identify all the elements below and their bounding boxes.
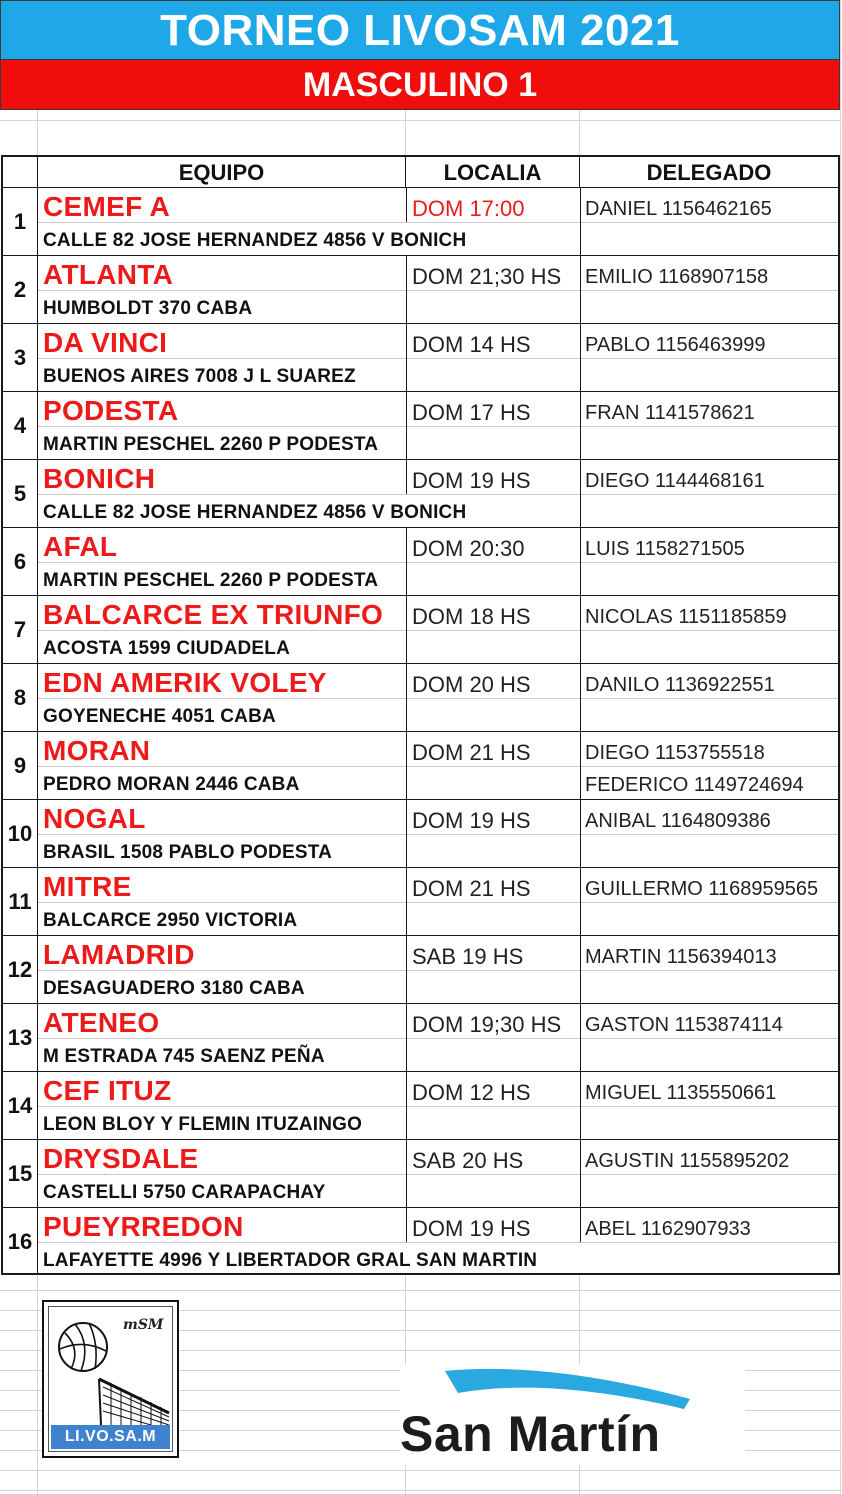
- livosam-label: LI.VO.SA.M: [51, 1425, 170, 1449]
- column-divider: [406, 596, 407, 663]
- table-row: [3, 1004, 838, 1072]
- row-inner-gridline: [38, 1038, 838, 1039]
- team-name: ATENEO: [43, 1007, 160, 1038]
- column-divider: [406, 664, 407, 731]
- team-address: PEDRO MORAN 2446 CABA: [43, 774, 300, 795]
- team-name: BALCARCE EX TRIUNFO: [43, 599, 384, 630]
- table-row: [3, 528, 838, 596]
- localia-cell: DOM 17:00: [412, 196, 525, 221]
- team-name: CEMEF A: [43, 191, 171, 222]
- row-number: 3: [3, 324, 38, 391]
- table-row: [3, 1140, 838, 1208]
- column-divider: [580, 324, 581, 391]
- localia-cell: DOM 18 HS: [412, 604, 531, 629]
- localia-cell: DOM 21;30 HS: [412, 264, 562, 289]
- san-martin-wordmark: San Martín: [400, 1406, 661, 1462]
- grid-line: [0, 1470, 842, 1471]
- team-address: GOYENECHE 4051 CABA: [43, 706, 276, 727]
- row-inner-gridline: [38, 902, 838, 903]
- row-inner-gridline: [38, 630, 838, 631]
- delegado-cell: MIGUEL 1135550661: [585, 1082, 777, 1104]
- team-name: ATLANTA: [43, 259, 174, 290]
- livosam-badge-text: mSM: [123, 1317, 164, 1333]
- grid-line: [0, 1490, 842, 1491]
- localia-cell: SAB 20 HS: [412, 1148, 524, 1173]
- team-address: MARTIN PESCHEL 2260 P PODESTA: [43, 570, 379, 591]
- column-divider: [580, 1072, 581, 1139]
- localia-cell: DOM 21 HS: [412, 740, 531, 765]
- team-address: BUENOS AIRES 7008 J L SUAREZ: [43, 366, 356, 387]
- localia-cell: DOM 20 HS: [412, 672, 531, 697]
- header-localia: LOCALIA: [406, 157, 580, 187]
- team-address: BRASIL 1508 PABLO PODESTA: [43, 842, 333, 863]
- delegado-cell: MARTIN 1156394013: [585, 946, 777, 968]
- livosam-logo: [42, 1300, 179, 1458]
- row-number: 15: [3, 1140, 38, 1207]
- row-number: 9: [3, 732, 38, 799]
- row-number: 11: [3, 868, 38, 935]
- team-name: AFAL: [43, 531, 118, 562]
- column-divider: [406, 528, 407, 595]
- row-number: 13: [3, 1004, 38, 1071]
- column-divider: [580, 1140, 581, 1207]
- header-delegado: DELEGADO: [646, 160, 772, 185]
- page-subtitle: MASCULINO 1: [0, 60, 840, 110]
- localia-cell: DOM 19;30 HS: [412, 1012, 562, 1037]
- table-row: [3, 256, 838, 324]
- team-name: DRYSDALE: [43, 1143, 199, 1174]
- delegado-cell: DIEGO 1144468161: [585, 470, 765, 492]
- column-divider: [580, 664, 581, 731]
- row-inner-gridline: [38, 358, 838, 359]
- delegado-cell: LUIS 1158271505: [585, 538, 745, 560]
- column-divider: [406, 1140, 407, 1207]
- row-inner-gridline: [38, 562, 838, 563]
- delegado-cell: GUILLERMO 1168959565: [585, 878, 819, 900]
- team-address: LEON BLOY Y FLEMIN ITUZAINGO: [43, 1114, 363, 1135]
- column-divider: [580, 392, 581, 459]
- row-inner-gridline: [38, 494, 838, 495]
- team-name: MORAN: [43, 735, 151, 766]
- team-name: NOGAL: [43, 803, 146, 834]
- table-row: [3, 1072, 838, 1140]
- row-number: 7: [3, 596, 38, 663]
- column-divider: [406, 936, 407, 1003]
- column-divider: [580, 1004, 581, 1071]
- column-divider: [406, 868, 407, 935]
- row-inner-gridline: [38, 1106, 838, 1107]
- delegado-cell: PABLO 1156463999: [585, 334, 766, 356]
- table-row: [3, 732, 838, 800]
- column-divider: [580, 460, 581, 527]
- page-title: TORNEO LIVOSAM 2021: [0, 0, 840, 60]
- team-address: CALLE 82 JOSE HERNANDEZ 4856 V BONICH: [43, 502, 467, 523]
- row-inner-gridline: [38, 222, 838, 223]
- column-divider: [406, 1072, 407, 1139]
- table-row: [3, 596, 838, 664]
- row-inner-gridline: [38, 1242, 838, 1243]
- row-number: 6: [3, 528, 38, 595]
- table-row: [3, 1208, 838, 1275]
- table-header: [3, 157, 838, 188]
- team-name: EDN AMERIK VOLEY: [43, 667, 327, 698]
- column-divider: [406, 800, 407, 867]
- column-divider: [580, 732, 581, 799]
- team-name: PODESTA: [43, 395, 179, 426]
- delegado-cell: DIEGO 1153755518: [585, 742, 765, 764]
- team-address: ACOSTA 1599 CIUDADELA: [43, 638, 291, 659]
- grid-line: [0, 1290, 842, 1291]
- delegado-cell: DANILO 1136922551: [585, 674, 775, 696]
- team-address: MARTIN PESCHEL 2260 P PODESTA: [43, 434, 379, 455]
- column-divider: [580, 528, 581, 595]
- team-name: MITRE: [43, 871, 132, 902]
- delegado-cell: EMILIO 1168907158: [585, 266, 769, 288]
- row-number: 14: [3, 1072, 38, 1139]
- row-number: 10: [3, 800, 38, 867]
- column-divider: [406, 392, 407, 459]
- delegado-cell: GASTON 1153874114: [585, 1014, 783, 1036]
- table-row: [3, 800, 838, 868]
- table-row: [3, 868, 838, 936]
- column-divider: [406, 1004, 407, 1071]
- column-divider: [406, 460, 407, 494]
- column-divider: [406, 732, 407, 799]
- team-address: DESAGUADERO 3180 CABA: [43, 978, 305, 999]
- localia-cell: SAB 19 HS: [412, 944, 524, 969]
- table-row: [3, 392, 838, 460]
- header-number: [3, 157, 38, 187]
- row-inner-gridline: [38, 426, 838, 427]
- delegado-cell: AGUSTIN 1155895202: [585, 1150, 790, 1172]
- column-divider: [406, 1208, 407, 1242]
- team-name: DA VINCI: [43, 327, 168, 358]
- table-row: [3, 324, 838, 392]
- column-divider: [580, 1208, 581, 1242]
- team-name: BONICH: [43, 463, 156, 494]
- row-inner-gridline: [38, 290, 838, 291]
- table-row: [3, 188, 838, 256]
- column-divider: [580, 188, 581, 255]
- team-address: CASTELLI 5750 CARAPACHAY: [43, 1182, 326, 1203]
- localia-cell: DOM 19 HS: [412, 1216, 531, 1241]
- localia-cell: DOM 21 HS: [412, 876, 531, 901]
- row-number: 16: [3, 1208, 38, 1275]
- delegado-cell: FRAN 1141578621: [585, 402, 755, 424]
- team-name: PUEYRREDON: [43, 1211, 244, 1242]
- row-number: 2: [3, 256, 38, 323]
- grid-line: [0, 120, 842, 121]
- row-number: 12: [3, 936, 38, 1003]
- column-divider: [580, 936, 581, 1003]
- teams-table: [1, 155, 840, 1275]
- row-inner-gridline: [38, 1174, 838, 1175]
- localia-cell: DOM 17 HS: [412, 400, 531, 425]
- localia-cell: DOM 20:30: [412, 536, 525, 561]
- localia-cell: DOM 12 HS: [412, 1080, 531, 1105]
- delegado-secondary: FEDERICO 1149724694: [585, 774, 804, 796]
- column-divider: [580, 800, 581, 867]
- localia-cell: DOM 14 HS: [412, 332, 531, 357]
- row-inner-gridline: [38, 698, 838, 699]
- table-row: [3, 460, 838, 528]
- team-address: LAFAYETTE 4996 Y LIBERTADOR GRAL SAN MARTIN: [43, 1250, 538, 1271]
- team-address: CALLE 82 JOSE HERNANDEZ 4856 V BONICH: [43, 230, 467, 251]
- team-address: M ESTRADA 745 SAENZ PEÑA: [43, 1046, 325, 1067]
- row-number: 8: [3, 664, 38, 731]
- localia-cell: DOM 19 HS: [412, 468, 531, 493]
- table-row: [3, 936, 838, 1004]
- team-address: BALCARCE 2950 VICTORIA: [43, 910, 298, 931]
- column-divider: [580, 256, 581, 323]
- team-address: HUMBOLDT 370 CABA: [43, 298, 253, 319]
- delegado-cell: ANIBAL 1164809386: [585, 810, 771, 832]
- delegado-cell: NICOLAS 1151185859: [585, 606, 787, 628]
- san-martin-logo: [400, 1365, 745, 1465]
- column-divider: [406, 256, 407, 323]
- column-divider: [580, 868, 581, 935]
- row-inner-gridline: [38, 970, 838, 971]
- column-divider: [406, 188, 407, 222]
- column-divider: [580, 596, 581, 663]
- livosam-logo-frame: [48, 1306, 173, 1452]
- row-inner-gridline: [38, 834, 838, 835]
- table-row: [3, 664, 838, 732]
- delegado-cell: ABEL 1162907933: [585, 1218, 751, 1240]
- row-number: 5: [3, 460, 38, 527]
- table-body: [3, 188, 838, 1275]
- column-divider: [406, 324, 407, 391]
- grid-line: [840, 0, 841, 1494]
- delegado-cell: DANIEL 1156462165: [585, 198, 772, 220]
- header-equipo: EQUIPO: [38, 157, 406, 187]
- row-number: 4: [3, 392, 38, 459]
- localia-cell: DOM 19 HS: [412, 808, 531, 833]
- row-inner-gridline: [38, 766, 838, 767]
- row-number: 1: [3, 188, 38, 255]
- team-name: CEF ITUZ: [43, 1075, 172, 1106]
- team-name: LAMADRID: [43, 939, 195, 970]
